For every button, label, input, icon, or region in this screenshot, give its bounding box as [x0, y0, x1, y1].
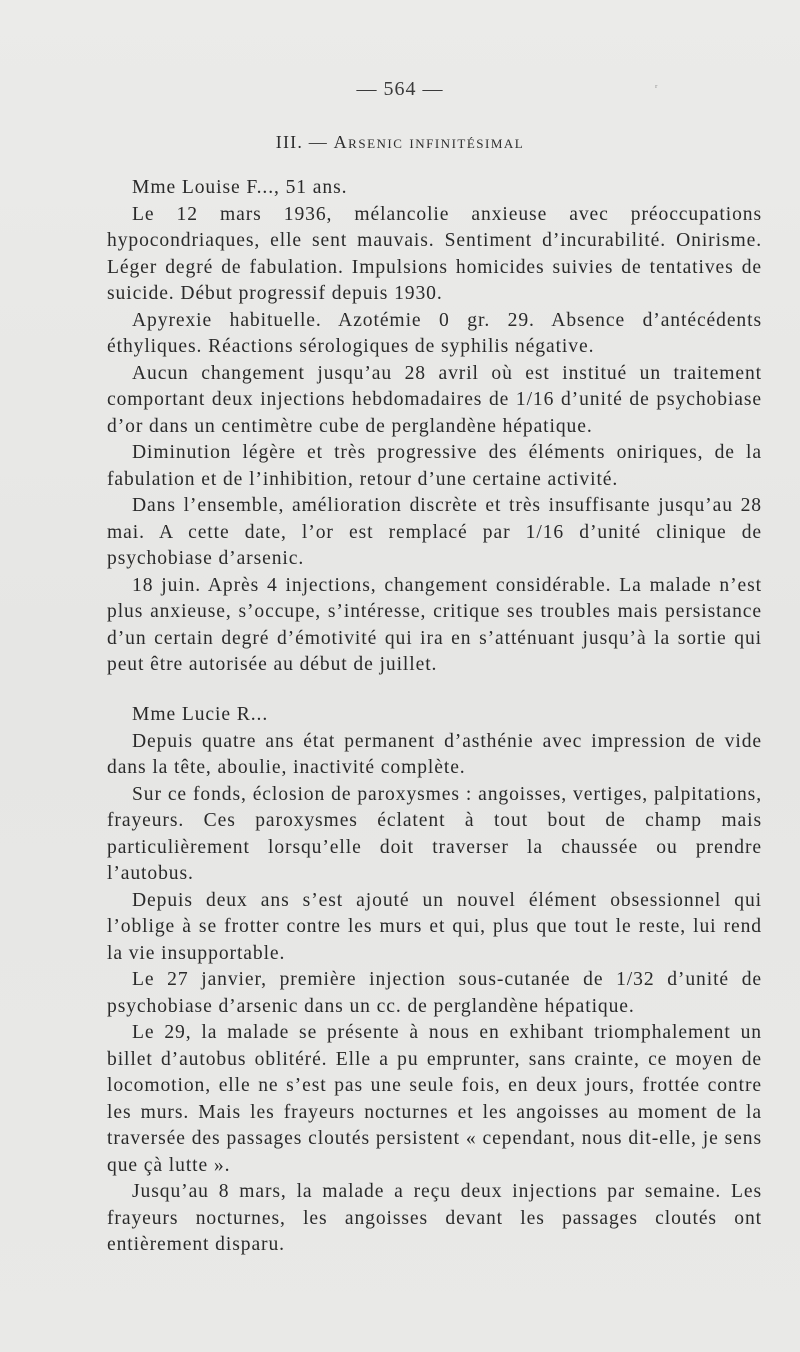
case-paragraph: Depuis quatre ans état permanent d’asthénie avec impression de vide dans la tête, aboulie, inactivité complète.: [107, 730, 762, 778]
case-paragraph: Aucun changement jusqu’au 28 avril où est institué un traitement comportant deux injections hebdomadaires de 1/16 d’unité de psychobiase d’or dans un centimètre cube de perglandène hépatique.: [107, 362, 762, 437]
section-numeral: III.: [275, 132, 304, 152]
section-dash: —: [308, 132, 328, 152]
section-heading: [0, 132, 800, 153]
case-paragraph: Jusqu’au 8 mars, la malade a reçu deux injections par semaine. Les frayeurs nocturnes, les angoisses devant les passages cloutés ont entièrement disparu.: [107, 1181, 762, 1255]
case-paragraph: Sur ce fonds, éclosion de paroxysmes : angoisses, vertiges, palpitations, frayeurs. Ces paroxysmes éclatent à tout bout de champ mais particulièrement lorsqu’elle doit traverser la chaussée ou prendre l’autobus.: [107, 783, 762, 884]
case-paragraph: Dans l’ensemble, amélioration discrète et très insuffisante jusqu’au 28 mai. A cette date, l’or est remplacé par 1/16 d’unité clinique de psychobiase d’arsenic.: [107, 495, 762, 569]
case-patient-heading: Mme Lucie R...: [132, 704, 269, 725]
case-paragraph: Le 27 janvier, première injection sous-cutanée de 1/32 d’unité de psychobiase d’arsenic dans un cc. de perglandène hépatique.: [107, 969, 762, 1017]
case-paragraph: Diminution légère et très progressive des éléments oniriques, de la fabulation et de l’inhibition, retour d’une certaine activité.: [107, 442, 762, 490]
case-lucie-block: [107, 702, 762, 1259]
case-patient-heading: Mme Louise F..., 51 ans.: [132, 177, 348, 198]
paper-speck-decoration: ʳ: [655, 82, 658, 94]
case-paragraph: Depuis deux ans s’est ajouté un nouvel élément obsessionnel qui l’oblige à se frotter contre les murs et qui, plus que tout le reste, lui rend la vie insupportable.: [107, 889, 762, 964]
case-paragraph: Le 12 mars 1936, mélancolie anxieuse avec préoccupations hypocondriaques, elle sent mauvais. Sentiment d’incurabilité. Onirisme. Léger degré de fabulation. Impulsions homicides suivies de tentatives de suicide. Début progressif depuis 1930.: [107, 203, 762, 304]
case-paragraph: Le 29, la malade se présente à nous en exhibant triomphalement un billet d’autobus oblitéré. Elle a pu emprunter, sans crainte, ce moyen de locomotion, elle ne s’est pas une seule fois, en deux jours, frottée contre les murs. Mais les frayeurs nocturnes et les angoisses au moment de la traversée des passages cloutés persistent « cependant, nous dit-elle, je sens que çà lutte ».: [107, 1022, 762, 1176]
section-title: Arsenic infinitésimal: [333, 132, 525, 152]
case-paragraph: 18 juin. Après 4 injections, changement considérable. La malade n’est plus anxieuse, s’occupe, s’intéresse, critique ses troubles mais persistance d’un certain degré d’émotivité qui ira en s’atténuant jusqu’à la sortie qui peut être autorisée au début de juillet.: [107, 574, 762, 675]
case-louise-block: [107, 175, 762, 679]
page-number: — 564 —: [356, 78, 444, 100]
case-paragraph: Apyrexie habituelle. Azotémie 0 gr. 29. Absence d’antécédents éthyliques. Réactions sérologiques de syphilis négative.: [107, 309, 762, 357]
